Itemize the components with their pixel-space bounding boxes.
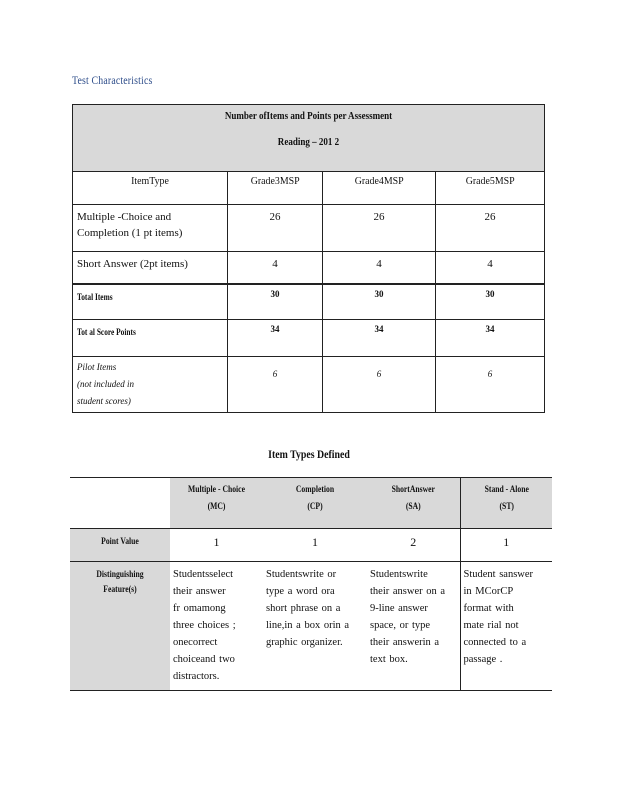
feature-line: their answer bbox=[173, 586, 226, 597]
feature-line: text box. bbox=[370, 654, 408, 665]
cell-grade5: 30 bbox=[485, 289, 495, 299]
header-cp-line2: (CP) bbox=[307, 501, 323, 511]
feature-line: their answer on a bbox=[370, 586, 446, 597]
col-header-item-type: ItemType bbox=[131, 175, 169, 187]
point-value-st: 1 bbox=[503, 535, 510, 549]
header-st-line2: (ST) bbox=[499, 501, 514, 511]
pilot-label-line1: Pilot Items bbox=[77, 362, 117, 372]
row-label-point-value: Point Value bbox=[101, 536, 139, 546]
features-row bbox=[70, 562, 552, 691]
row-label-mc-completion: Multiple -Choice and Completion (1 pt items) bbox=[77, 211, 183, 239]
feature-line: format with bbox=[463, 603, 514, 614]
total-score-row bbox=[73, 320, 545, 357]
header-st bbox=[460, 478, 552, 529]
header-mc-line1: Multiple - Choice bbox=[188, 484, 245, 494]
row-label-total-items: Total Items bbox=[77, 292, 113, 302]
feature-line: choiceand two bbox=[173, 654, 235, 665]
feature-line: Studentswrite or bbox=[266, 569, 337, 580]
header-sa-line2: (SA) bbox=[405, 501, 421, 511]
feature-line: Studentsselect bbox=[173, 569, 234, 580]
cell-grade3: 30 bbox=[270, 289, 280, 299]
feature-text-cp bbox=[263, 562, 367, 651]
items-points-table bbox=[72, 104, 545, 413]
header-sa bbox=[367, 478, 460, 529]
table-row bbox=[73, 205, 545, 252]
cell-grade4: 6 bbox=[376, 369, 382, 379]
cell-grade4: 34 bbox=[374, 324, 384, 334]
feature-line: their answerin a bbox=[370, 637, 440, 648]
feature-line: space, or type bbox=[370, 620, 431, 631]
header-mc bbox=[170, 478, 263, 529]
header-cp-line1: Completion bbox=[295, 484, 335, 494]
row-label-short-answer: Short Answer (2pt items) bbox=[77, 258, 188, 270]
feature-line: three choices ; bbox=[173, 620, 236, 631]
features-label-line2: Feature(s) bbox=[103, 584, 137, 594]
col-header-grade4: Grade4MSP bbox=[354, 175, 404, 187]
cell-grade4: 4 bbox=[376, 258, 382, 270]
feature-line: passage . bbox=[463, 654, 503, 665]
empty-corner-cell bbox=[70, 478, 170, 529]
pilot-label-line3: student scores) bbox=[77, 396, 131, 406]
feature-text-st bbox=[461, 562, 553, 668]
column-header-row bbox=[73, 172, 545, 205]
header-mc-line2: (MC) bbox=[207, 501, 226, 511]
header-st-line1: Stand - Alone bbox=[484, 484, 529, 494]
cell-grade4: 30 bbox=[374, 289, 384, 299]
col-header-grade3: Grade3MSP bbox=[250, 175, 300, 187]
cell-grade3: 6 bbox=[272, 369, 278, 379]
table-row bbox=[73, 252, 545, 285]
pilot-label-line2: (not included in bbox=[77, 379, 134, 389]
feature-text-mc bbox=[170, 562, 263, 685]
feature-line: graphic organizer. bbox=[266, 637, 343, 648]
feature-line: distractors. bbox=[173, 671, 220, 682]
section-title-test-characteristics: Test Characteristics bbox=[72, 73, 153, 87]
point-value-sa: 2 bbox=[410, 535, 417, 549]
cell-grade5: 34 bbox=[485, 324, 495, 334]
feature-text-sa bbox=[367, 562, 460, 668]
item-types-header-row bbox=[70, 478, 552, 529]
cell-grade3: 4 bbox=[272, 258, 278, 270]
feature-line: line,in a box orin a bbox=[266, 620, 350, 631]
row-label-features bbox=[78, 562, 163, 597]
table-header-cell bbox=[73, 105, 545, 172]
total-items-row bbox=[73, 284, 545, 320]
feature-line: fr omamong bbox=[173, 603, 226, 614]
feature-line: short phrase on a bbox=[266, 603, 341, 614]
item-types-table bbox=[70, 477, 552, 691]
point-value-row bbox=[70, 529, 552, 562]
pilot-items-row bbox=[73, 357, 545, 413]
feature-line: connected to a bbox=[463, 637, 527, 648]
point-value-mc: 1 bbox=[213, 535, 220, 549]
header-cp bbox=[263, 478, 367, 529]
feature-line: in MCorCP bbox=[463, 586, 514, 597]
feature-line: mate rial not bbox=[463, 620, 519, 631]
feature-line: onecorrect bbox=[173, 637, 218, 648]
cell-grade3: 34 bbox=[270, 324, 280, 334]
table-header-title: Number ofItems and Points per Assessment bbox=[224, 110, 393, 122]
header-sa-line1: ShortAnswer bbox=[391, 484, 435, 494]
section-title-item-types: Item Types Defined bbox=[268, 447, 350, 461]
feature-line: Studentswrite bbox=[370, 569, 428, 580]
row-label-pilot-items bbox=[73, 357, 227, 412]
point-value-cp: 1 bbox=[312, 535, 318, 549]
cell-grade5: 4 bbox=[487, 258, 493, 270]
feature-line: type a word ora bbox=[266, 586, 335, 597]
cell-grade4: 26 bbox=[373, 211, 385, 223]
cell-grade5: 26 bbox=[484, 211, 496, 223]
col-header-grade5: Grade5MSP bbox=[465, 175, 515, 187]
row-label-total-score: Tot al Score Points bbox=[77, 327, 136, 337]
features-label-line1: Distinguishing bbox=[96, 569, 144, 579]
table-header-subtitle: Reading – 201 2 bbox=[277, 136, 340, 148]
feature-line: Student sanswer bbox=[463, 569, 534, 580]
cell-grade5: 6 bbox=[487, 369, 493, 379]
feature-line: 9-line answer bbox=[370, 603, 428, 614]
cell-grade3: 26 bbox=[269, 211, 281, 223]
